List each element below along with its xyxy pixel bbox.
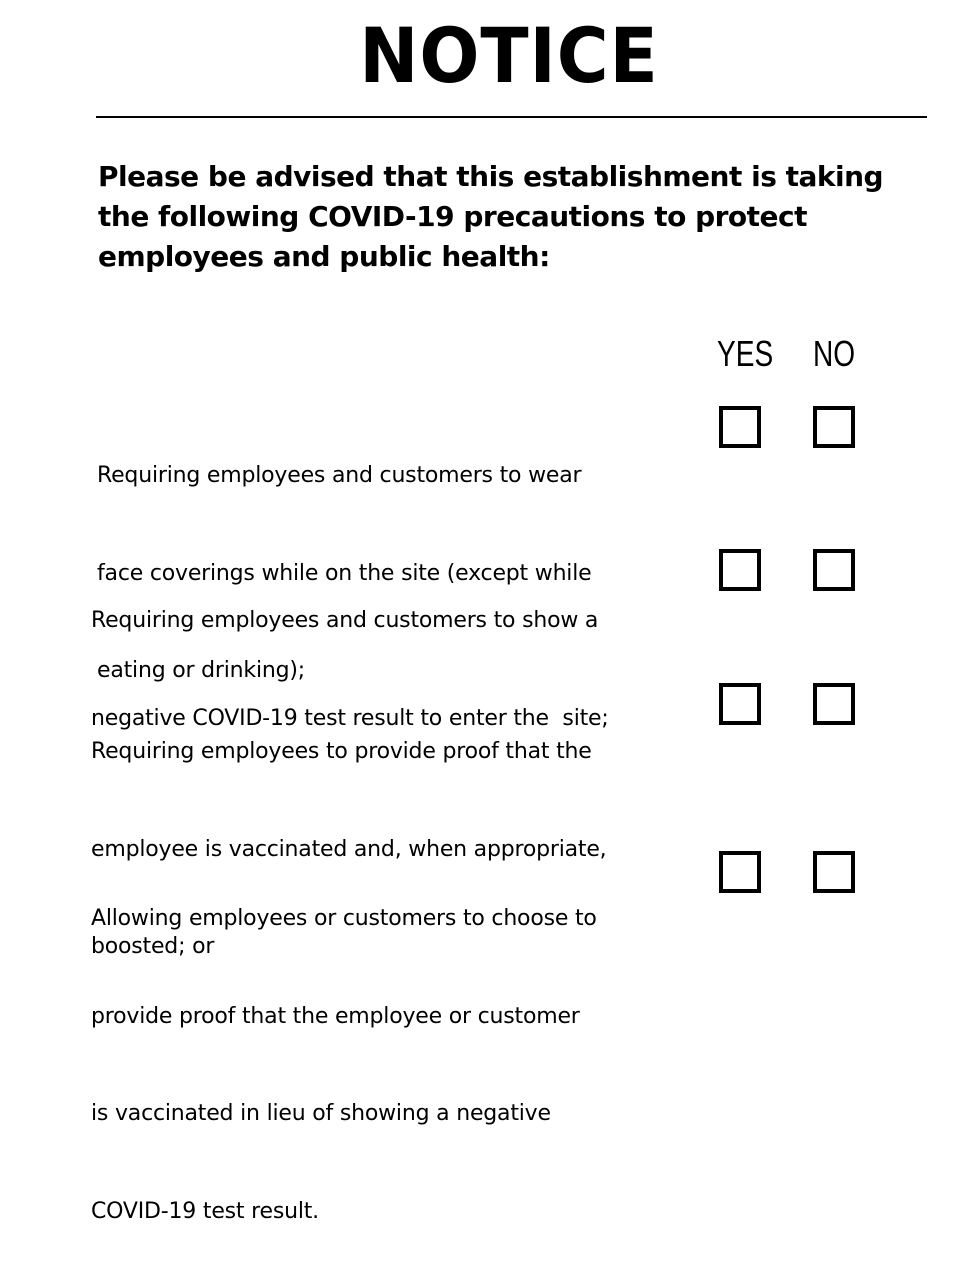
intro-line: the following COVID-19 precautions to protect — [98, 200, 808, 233]
precaution-line: boosted; or — [91, 934, 215, 959]
intro-line: employees and public health: — [98, 240, 550, 273]
face-coverings-no-checkbox[interactable] — [813, 406, 855, 448]
precaution-line: Requiring employees and customers to wear — [97, 463, 582, 488]
face-coverings-yes-checkbox[interactable] — [719, 406, 761, 448]
precaution-line: eating or drinking); — [97, 658, 305, 683]
notice-title: NOTICE — [359, 11, 659, 100]
employee-vaccination-no-checkbox[interactable] — [813, 683, 855, 725]
precaution-line: Requiring employees to provide proof that the — [91, 739, 592, 764]
precaution-line: is vaccinated in lieu of showing a negative — [91, 1101, 551, 1126]
title-divider — [96, 116, 927, 118]
precaution-line: negative COVID-19 test result to enter the site; — [91, 705, 609, 731]
negative-test-no-checkbox[interactable] — [813, 549, 855, 591]
vaccination-choice-no-checkbox[interactable] — [813, 851, 855, 893]
precaution-line: face coverings while on the site (except while — [97, 560, 592, 586]
yes-column-header: YES — [717, 333, 774, 374]
no-column-header: NO — [813, 333, 856, 374]
precaution-vaccination-choice — [91, 838, 597, 1261]
precaution-line: provide proof that the employee or customer — [91, 1003, 580, 1029]
precaution-line: employee is vaccinated and, when appropriate, — [91, 836, 607, 862]
intro-line: Please be advised that this establishment is taking — [98, 160, 884, 193]
precaution-line: Allowing employees or customers to choose to — [91, 906, 597, 931]
negative-test-yes-checkbox[interactable] — [719, 549, 761, 591]
employee-vaccination-yes-checkbox[interactable] — [719, 683, 761, 725]
vaccination-choice-yes-checkbox[interactable] — [719, 851, 761, 893]
precaution-line: COVID-19 test result. — [91, 1198, 319, 1224]
intro-paragraph — [98, 157, 918, 277]
precaution-line: Requiring employees and customers to show a — [91, 608, 599, 633]
